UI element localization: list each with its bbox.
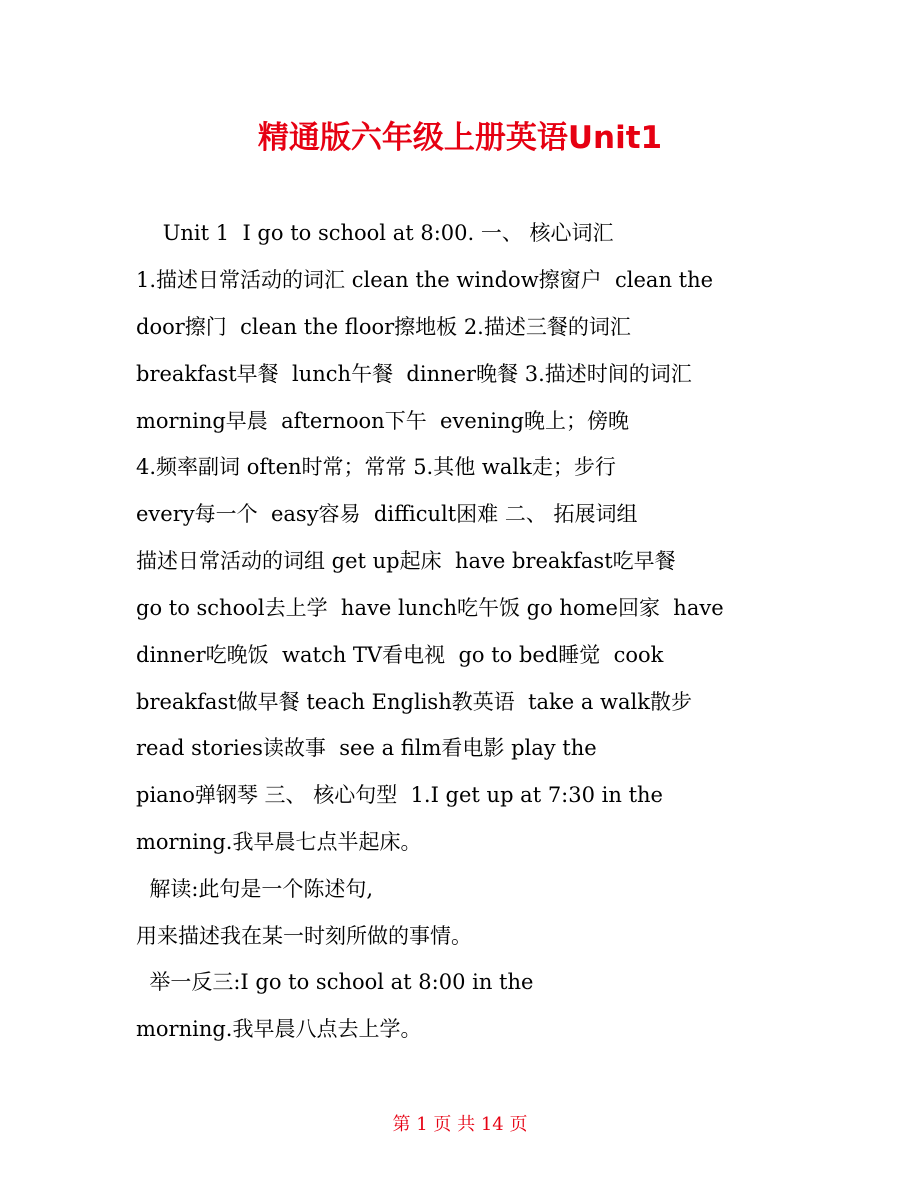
body-line: breakfast早餐 lunch午餐 dinner晚餐 3.描述时间的词汇 [136, 362, 692, 386]
body-line: every每一个 easy容易 difficult困难 二、 拓展词组 [136, 502, 638, 526]
body-line: piano弹钢琴 三、 核心句型 1.I get up at 7:30 in the [136, 783, 663, 807]
body-line: dinner吃晚饭 watch TV看电视 go to bed睡觉 cook [136, 643, 664, 667]
body-line: 用来描述我在某一时刻所做的事情。 [136, 924, 472, 948]
body-line: 解读:此句是一个陈述句, [136, 877, 374, 901]
body-line: 4.频率副词 often时常；常常 5.其他 walk走；步行 [136, 455, 616, 479]
body-line: 1.描述日常活动的词汇 clean the window擦窗户 clean the [136, 268, 714, 292]
body-line: breakfast做早餐 teach English教英语 take a walk散步 [136, 690, 692, 714]
body-line: 描述日常活动的词组 get up起床 have breakfast吃早餐 [136, 549, 676, 573]
body-line: morning.我早晨七点半起床。 [136, 830, 422, 854]
document-title: 精通版六年级上册英语Unit1 [257, 120, 663, 156]
body-line: 举一反三:I go to school at 8:00 in the [136, 970, 534, 994]
body-line: Unit 1 I go to school at 8:00. 一、 核心词汇 [136, 221, 614, 245]
body-line: morning早晨 afternoon下午 evening晚上；傍晚 [136, 409, 629, 433]
body-line: door擦门 clean the floor擦地板 2.描述三餐的词汇 [136, 315, 631, 339]
body-line: morning.我早晨八点去上学。 [136, 1017, 422, 1041]
page-number-footer: 第 1 页 共 14 页 [392, 1114, 528, 1135]
body-line: go to school去上学 have lunch吃午饭 go home回家 have [136, 596, 724, 620]
body-line: read stories读故事 see a film看电影 play the [136, 736, 597, 760]
